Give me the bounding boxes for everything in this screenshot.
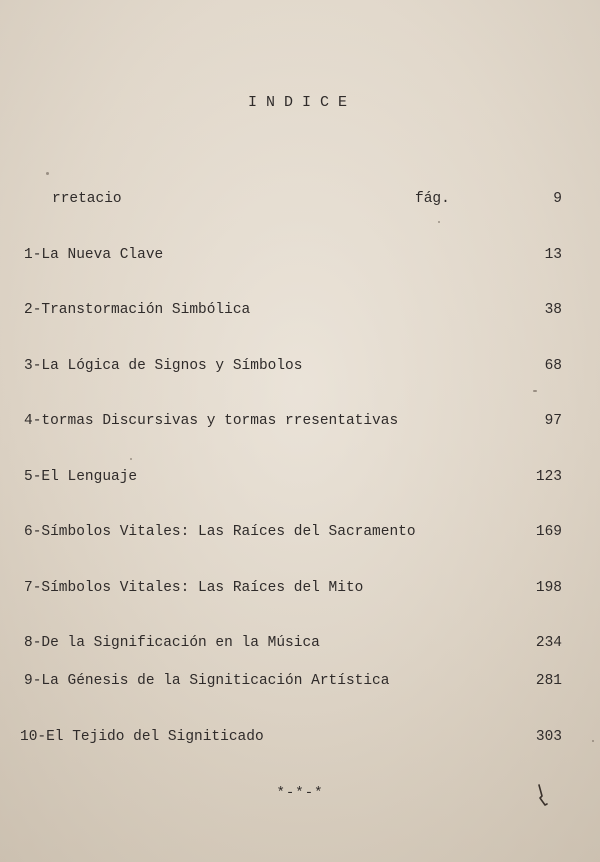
toc-page-number: 169 [535,524,562,540]
toc-page-number: 234 [535,635,562,651]
toc-title: rretacio [52,191,122,207]
page-label: fág. [415,191,450,207]
closing-ornament: *-*-* [276,785,324,801]
toc-row [0,244,600,266]
toc-row [0,632,600,654]
toc-page-number: 9 [553,191,562,207]
pen-mark [536,784,550,808]
ink-speck [46,172,49,175]
toc-page-number: 97 [544,413,562,429]
toc-title: 7-Símbolos Vitales: Las Raíces del Mito [24,580,364,596]
toc-title: 3-La Lógica de Signos y Símbolos [24,358,303,374]
toc-title: 4-tormas Discursivas y tormas rresentativas [24,413,399,429]
toc-row [0,466,600,488]
toc-row [0,410,600,432]
toc-title: 9-La Génesis de la Signiticación Artística [24,673,390,689]
toc-page-number: 68 [544,358,562,374]
toc-row [0,726,600,748]
toc-title: 8-De la Significación en la Música [24,635,320,651]
ink-speck [533,390,537,392]
index-heading: INDICE [247,94,356,111]
toc-page-number: 13 [544,247,562,263]
ink-speck [592,740,594,742]
toc-title: 6-Símbolos Vitales: Las Raíces del Sacramento [24,524,416,540]
toc-page-number: 38 [544,302,562,318]
toc-row [0,355,600,377]
toc-title: 10-El Tejido del Signiticado [20,729,264,745]
toc-row [0,577,600,599]
toc-page-number: 281 [535,673,562,689]
toc-row [0,299,600,321]
toc-page-number: 303 [535,729,562,745]
ink-speck [130,458,132,460]
toc-row-preface [0,188,600,210]
ink-speck [438,221,440,223]
toc-title: 2-Transtormación Simbólica [24,302,251,318]
toc-title: 5-El Lenguaje [24,469,138,485]
toc-row [0,670,600,692]
toc-row [0,521,600,543]
toc-page-number: 123 [535,469,562,485]
toc-title: 1-La Nueva Clave [24,247,164,263]
toc-page-number: 198 [535,580,562,596]
